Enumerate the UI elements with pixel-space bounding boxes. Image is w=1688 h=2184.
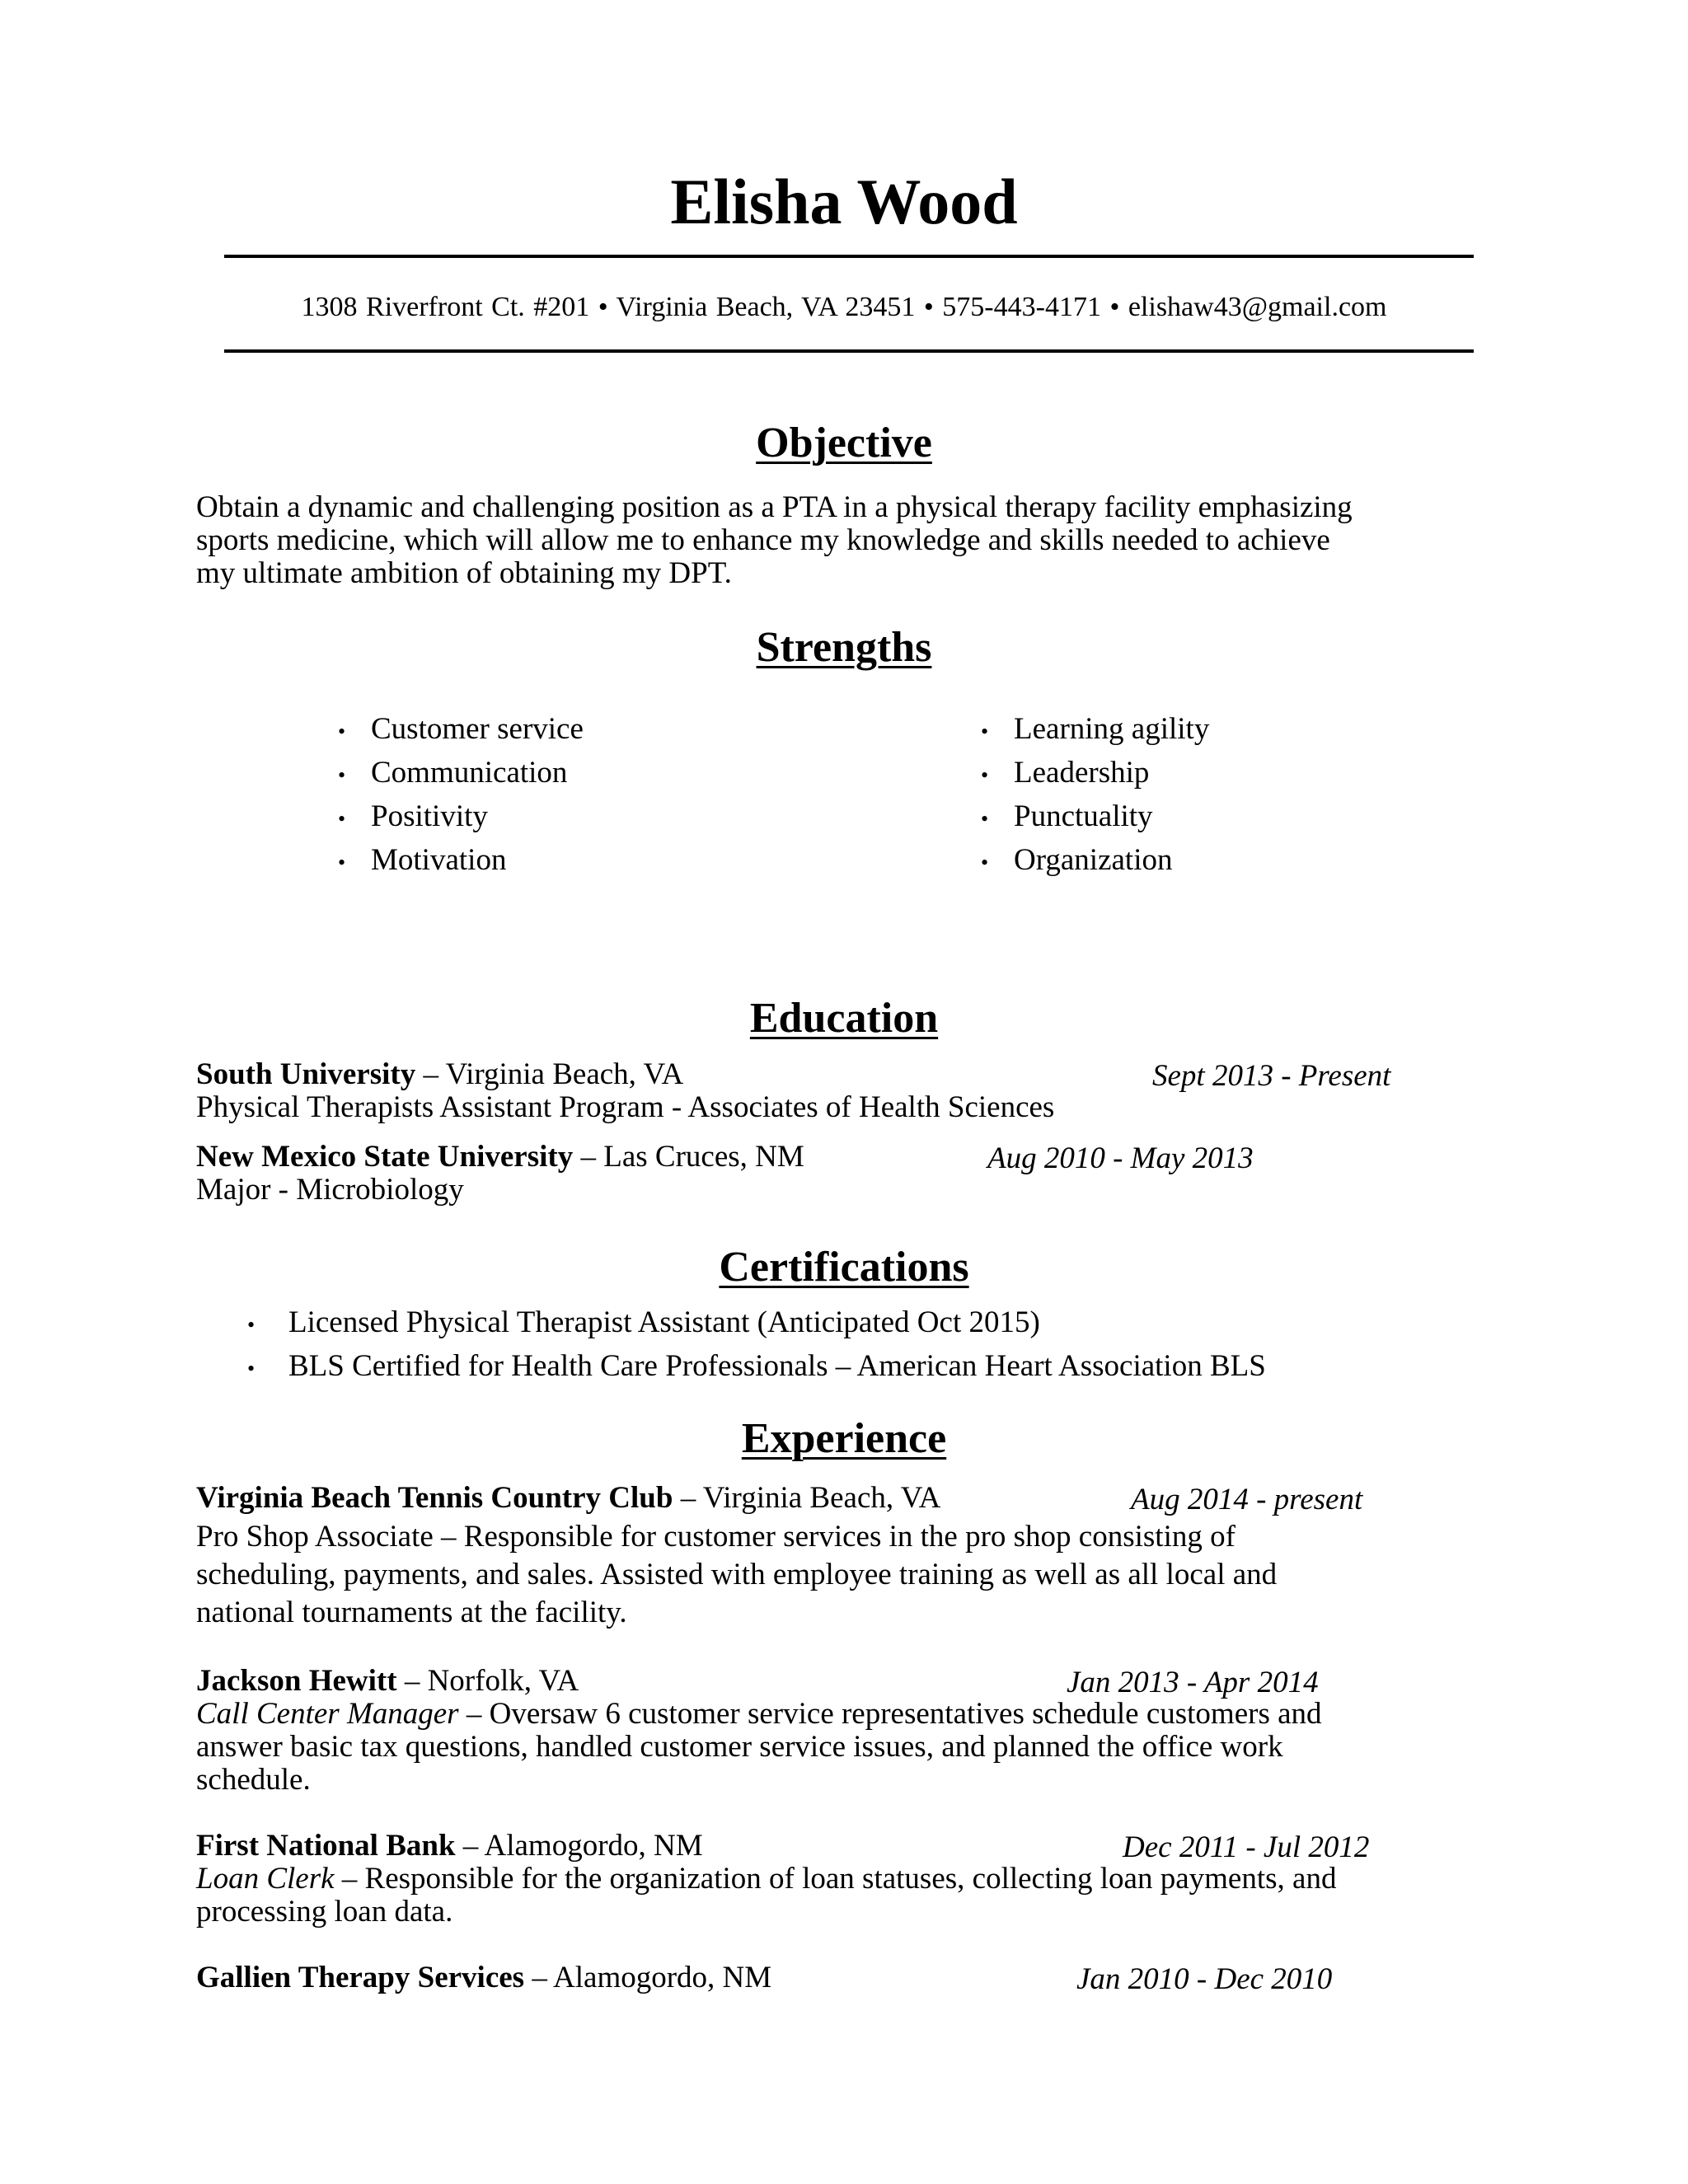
strengths-heading: Strengths bbox=[756, 624, 932, 671]
certifications-list bbox=[247, 1302, 1266, 1390]
objective-line: sports medicine, which will allow me to enhance my knowledge and skills needed to achieve bbox=[196, 523, 1330, 557]
experience-employer-line bbox=[196, 1482, 940, 1515]
list-item: • Leadership bbox=[981, 756, 1150, 790]
experience-dates: Jan 2013 - Apr 2014 bbox=[1067, 1666, 1319, 1699]
education-school-line bbox=[196, 1141, 804, 1174]
list-item: • Customer service bbox=[338, 712, 584, 746]
school-location: – Las Cruces, NM bbox=[573, 1140, 804, 1174]
job-title: Pro Shop Associate bbox=[196, 1520, 434, 1554]
list-item: • BLS Certified for Health Care Professionals – American Heart Association BLS bbox=[247, 1349, 1266, 1383]
education-detail: Physical Therapists Assistant Program - Associates of Health Sciences bbox=[196, 1090, 1055, 1124]
strengths-right-list bbox=[981, 709, 1209, 883]
list-item: • Motivation bbox=[338, 843, 507, 877]
employer-name: Virginia Beach Tennis Country Club bbox=[196, 1481, 673, 1515]
strengths-left-list bbox=[338, 709, 584, 883]
employer-name: Gallien Therapy Services bbox=[196, 1961, 525, 1994]
education-dates: Sept 2013 - Present bbox=[1152, 1059, 1391, 1093]
list-item: • Communication bbox=[338, 756, 568, 790]
experience-description: Call Center Manager – Oversaw 6 customer service representatives schedule customers and answer basic tax questions, handled customer service issues, and planned the office work schedule. bbox=[196, 1697, 1322, 1797]
list-item: • Positivity bbox=[338, 799, 488, 833]
experience-dates: Dec 2011 - Jul 2012 bbox=[1123, 1830, 1370, 1864]
list-item: • Licensed Physical Therapist Assistant (Anticipated Oct 2015) bbox=[247, 1305, 1040, 1339]
employer-location: – Norfolk, VA bbox=[396, 1664, 579, 1698]
school-location: – Virginia Beach, VA bbox=[415, 1057, 684, 1091]
contact-line: 1308 Riverfront Ct. #201 • Virginia Beach, VA 23451 • 575-443-4171 • elishaw43@gmail.com bbox=[301, 292, 1387, 322]
list-item: • Learning agility bbox=[981, 712, 1210, 746]
job-title: Loan Clerk bbox=[196, 1862, 335, 1896]
employer-name: First National Bank bbox=[196, 1829, 456, 1863]
applicant-name: Elisha Wood bbox=[670, 166, 1018, 237]
experience-dates: Aug 2014 - present bbox=[1131, 1483, 1363, 1516]
experience-employer-line bbox=[196, 1665, 579, 1698]
employer-name: Jackson Hewitt bbox=[196, 1664, 397, 1698]
education-dates: Aug 2010 - May 2013 bbox=[987, 1141, 1254, 1175]
experience-heading: Experience bbox=[741, 1415, 947, 1462]
experience-employer-line bbox=[196, 1961, 771, 1994]
experience-description: Pro Shop Associate – Responsible for customer services in the pro shop consisting of scheduling, payments, and sales. Assisted with employee training as well as all local and national tournaments at the facility. bbox=[196, 1520, 1278, 1629]
objective-line: my ultimate ambition of obtaining my DPT. bbox=[196, 556, 732, 590]
school-name: New Mexico State University bbox=[196, 1140, 574, 1174]
header-top-rule bbox=[224, 255, 1474, 258]
education-heading: Education bbox=[749, 995, 939, 1042]
school-name: South University bbox=[196, 1057, 416, 1091]
list-item: • Organization bbox=[981, 843, 1173, 877]
objective-line: Obtain a dynamic and challenging position as a PTA in a physical therapy facility emphasizing bbox=[196, 490, 1353, 524]
objective-heading: Objective bbox=[756, 419, 932, 466]
objective-text bbox=[196, 491, 1449, 590]
experience-dates: Jan 2010 - Dec 2010 bbox=[1076, 1962, 1333, 1996]
employer-location: – Alamogordo, NM bbox=[455, 1829, 703, 1863]
experience-description: Loan Clerk – Responsible for the organization of loan statuses, collecting loan payments, and processing loan data. bbox=[196, 1862, 1337, 1929]
header-bottom-rule bbox=[224, 349, 1474, 353]
education-detail: Major - Microbiology bbox=[196, 1173, 464, 1207]
employer-location: – Virginia Beach, VA bbox=[673, 1481, 941, 1515]
list-item: • Punctuality bbox=[981, 799, 1153, 833]
education-school-line bbox=[196, 1058, 683, 1091]
experience-employer-line bbox=[196, 1830, 703, 1863]
job-title: Call Center Manager bbox=[196, 1697, 459, 1731]
employer-location: – Alamogordo, NM bbox=[524, 1961, 772, 1994]
certifications-heading: Certifications bbox=[719, 1244, 969, 1291]
